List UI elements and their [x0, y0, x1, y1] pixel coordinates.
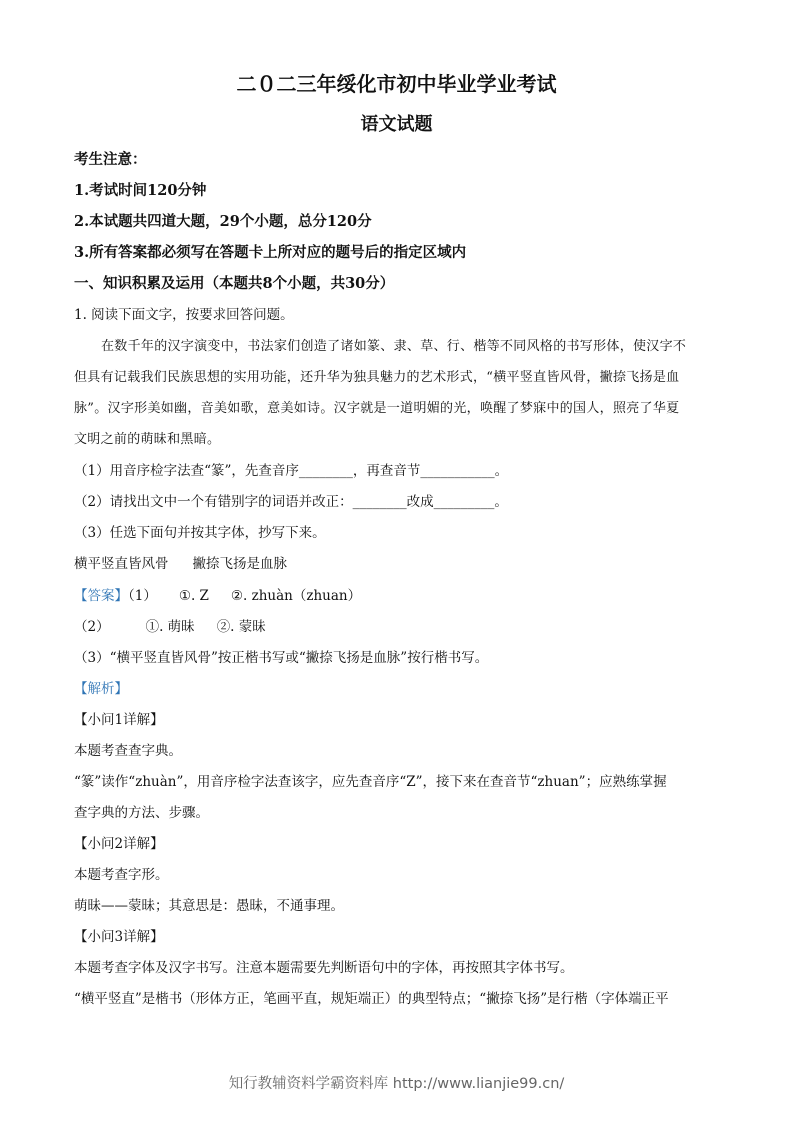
analysis-line: 查字典的方法、步骤。: [74, 805, 209, 821]
answer-line: 【答案】（1） ①. Z ②. zhuàn（zhuan）: [74, 588, 362, 604]
copy-options: [74, 556, 287, 572]
notice-item: 1.考试时间120分钟: [74, 182, 207, 199]
passage-line: 在数千年的汉字演变中，书法家们创造了诸如篆、隶、草、行、楷等不同风格的书写形体，使汉字不: [101, 339, 687, 354]
analysis-label: 【解析】: [74, 681, 128, 697]
footer-watermark: 知行教辅资料学霸资料库 http://www.lianjie99.cn/: [228, 1076, 565, 1092]
answer-line: （2） ①. 萌昧 ②. 蒙昧: [74, 619, 266, 635]
answer-line: （3）“横平竖直皆风骨”按正楷书写或“撇捺飞扬是血脉”按行楷书写。: [74, 650, 489, 666]
analysis-line: “篆”读作“zhuàn”，用音序检字法查该字，应先查音序“Z”，接下来在查音节“zhuan”；应熟练掌握: [74, 774, 667, 790]
passage-line: 但具有记载我们民族思想的实用功能，还升华为独具魅力的艺术形式，“横平竖直皆风骨，撇捺飞扬是血: [74, 370, 680, 385]
passage-line: 脉”。汉字形美如幽，音美如歌，意美如诗。汉字就是一道明媚的光，唤醒了梦寐中的国人，照亮了华夏: [74, 401, 680, 416]
page-title: 二０二三年绥化市初中毕业学业考试: [236, 72, 557, 96]
notice-item: 3.所有答案都必须写在答题卡上所对应的题号后的指定区域内: [74, 244, 467, 261]
copy-option: 撇捺飞扬是血脉: [192, 556, 287, 572]
analysis-line: 萌昧——蒙昧；其意思是：愚昧，不通事理。: [74, 898, 344, 914]
analysis-line: “横平竖直”是楷书（形体方正，笔画平直，规矩端正）的典型特点；“撇捺飞扬”是行楷（字体端正平: [74, 991, 669, 1007]
analysis-line: 本题考查字形。: [74, 867, 169, 883]
answer-label: 【答案】: [74, 588, 128, 604]
question-stem: 1. 阅读下面文字，按要求回答问题。: [74, 307, 294, 323]
sub-heading: 【小问3详解】: [74, 929, 164, 945]
passage-line: 文明之前的萌昧和黑暗。: [74, 432, 221, 447]
page-subtitle: 语文试题: [360, 114, 433, 135]
section-heading: 一、知识积累及运用（本题共8个小题，共30分）: [74, 275, 395, 292]
copy-option: 横平竖直皆风骨: [74, 556, 169, 572]
sub-heading: 【小问2详解】: [74, 836, 164, 852]
sub-question: （1）用音序检字法查“篆”，先查音序________，再查音节___________。: [74, 463, 509, 479]
analysis-line: 本题考查查字典。: [74, 743, 182, 759]
notice-item: 2.本试题共四道大题，29个小题，总分120分: [74, 213, 372, 230]
sub-heading: 【小问1详解】: [74, 712, 164, 728]
analysis-line: 本题考查字体及汉字书写。注意本题需要先判断语句中的字体，再按照其字体书写。: [74, 960, 574, 976]
notice-heading: 考生注意：: [74, 151, 147, 168]
sub-question: （2）请找出文中一个有错别字的词语并改正：________改成_________。: [74, 494, 508, 510]
sub-question: （3）任选下面句并按其字体，抄写下来。: [74, 525, 326, 541]
